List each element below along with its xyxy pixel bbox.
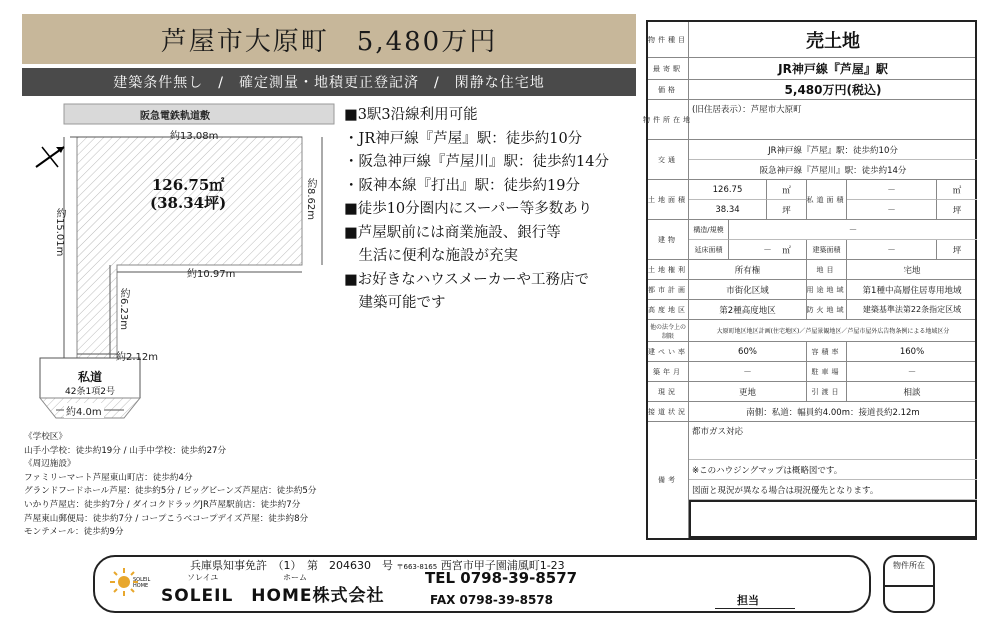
note-line: グランドフードホール芦屋：徒歩約5分 / ビッグビーンズ芦屋店：徒歩約5分 bbox=[24, 486, 317, 497]
unit-tsubo-2: 坪 bbox=[952, 206, 962, 216]
value-city: 市街化区域 bbox=[689, 280, 807, 299]
logo-small-text: SOLEIL HOME bbox=[133, 577, 151, 589]
dim-mid: 約10.97m bbox=[187, 269, 236, 280]
remark-blank bbox=[689, 500, 977, 538]
property-location-title: 芦屋市大原町 bbox=[160, 26, 329, 57]
fax: FAX 0798-39-8578 bbox=[430, 593, 553, 607]
value-deliver: 相談 bbox=[903, 387, 921, 398]
zip: 〒663-8165 bbox=[396, 563, 438, 571]
value-status: 更地 bbox=[689, 382, 807, 401]
label-status: 現況 bbox=[648, 382, 689, 401]
railway-label: 阪急電鉄軌道敷 bbox=[140, 111, 210, 122]
value-traffic-2: 阪急神戸線『芦屋川』駅：徒歩約14分 bbox=[759, 166, 907, 176]
value-built: － bbox=[689, 362, 807, 381]
value-parking: － bbox=[907, 367, 917, 378]
remark-1: 都市ガス対応 bbox=[689, 422, 977, 460]
label-zone: 用途地域 bbox=[807, 280, 847, 299]
note-line: モンテメール：徒歩約9分 bbox=[24, 527, 124, 538]
feature-list bbox=[344, 104, 644, 316]
row-price bbox=[648, 80, 975, 100]
spec-table bbox=[643, 20, 977, 540]
row-city bbox=[648, 280, 975, 300]
label-deliver: 引渡日 bbox=[807, 382, 847, 401]
unit-tsubo: 坪 bbox=[767, 200, 807, 220]
label-location: 物件所在地 bbox=[648, 100, 689, 139]
value-land-sqm: 126.75 bbox=[689, 180, 767, 200]
dim-gap: 約2.12m bbox=[116, 352, 159, 363]
label-bldg-area: 建築面積 bbox=[807, 240, 847, 260]
row-bcr bbox=[648, 342, 975, 362]
value-private-tsubo: － bbox=[847, 200, 937, 220]
remark-3: 図面と現況が異なる場合は現況優先となります。 bbox=[689, 480, 977, 500]
row-built bbox=[648, 362, 975, 382]
label-right: 土地権利 bbox=[648, 260, 689, 279]
label-fire: 防火地域 bbox=[807, 300, 847, 319]
kana-home: ホーム bbox=[283, 573, 307, 582]
road-title: 私道 bbox=[77, 370, 102, 384]
label-remarks: 備考 bbox=[648, 422, 689, 538]
row-type bbox=[648, 22, 975, 58]
feature-line: 生活に便利な施設が充実 bbox=[344, 248, 518, 264]
row-traffic bbox=[648, 140, 975, 180]
compass-icon bbox=[36, 147, 64, 167]
location-box-divider bbox=[885, 585, 933, 587]
license: 兵庫県知事免許 （1） 第 204630 号 bbox=[190, 559, 393, 572]
label-height: 高度地区 bbox=[648, 300, 689, 319]
row-land bbox=[648, 180, 975, 220]
value-price: 5,480万円(税込) bbox=[784, 83, 882, 97]
note-line: ファミリーマート芦屋東山町店：徒歩約4分 bbox=[24, 472, 193, 483]
label-building: 建物 bbox=[648, 220, 689, 259]
value-bldg-area: － bbox=[847, 240, 937, 260]
road-subtitle: 42条1項2号 bbox=[65, 387, 115, 397]
note-line: 芦屋東山郵便局：徒歩約7分 / コープこうべコープデイズ芦屋：徒歩約8分 bbox=[24, 513, 309, 524]
row-right bbox=[648, 260, 975, 280]
label-price: 価格 bbox=[648, 80, 689, 99]
road-width: 約4.0m bbox=[64, 403, 104, 418]
nearby-notes bbox=[24, 431, 344, 540]
label-type: 物件種目 bbox=[648, 22, 689, 57]
value-floor: － bbox=[729, 240, 807, 260]
row-location bbox=[643, 100, 975, 140]
lot-shape bbox=[70, 137, 302, 358]
row-height bbox=[648, 300, 975, 320]
company-footer bbox=[93, 555, 871, 613]
company-name: SOLEIL HOME株式会社 bbox=[161, 586, 385, 606]
row-remarks bbox=[648, 422, 975, 538]
label-private: 私道面積 bbox=[807, 180, 847, 219]
location-box bbox=[883, 555, 935, 613]
tanto: 担当 bbox=[715, 592, 795, 609]
label-far: 容積率 bbox=[807, 342, 847, 361]
unit-tsubo-3: 坪 bbox=[952, 246, 962, 256]
label-access: 接道状況 bbox=[648, 402, 689, 421]
unit-sqm-3: ㎡ bbox=[767, 240, 807, 260]
note-line: 《周辺施設》 bbox=[24, 459, 76, 470]
feature-line: ■お好きなハウスメーカーや工務店で bbox=[344, 271, 589, 288]
kana-soleil: ソレイユ bbox=[187, 573, 219, 582]
feature-line: ・阪神本線『打出』駅：徒歩約19分 bbox=[344, 177, 580, 194]
value-far: 160% bbox=[899, 346, 925, 357]
label-structure: 構造/規模 bbox=[689, 220, 729, 240]
row-access bbox=[648, 402, 975, 422]
row-building bbox=[648, 220, 975, 260]
value-chimoku: 宅地 bbox=[903, 265, 921, 276]
location-box-label: 物件所在 bbox=[893, 561, 925, 570]
feature-band: 建築条件無し / 確定測量・地積更正登記済 / 閑静な住宅地 bbox=[22, 68, 636, 96]
remark-2: ※このハウジングマップは概略図です。 bbox=[689, 460, 977, 480]
value-zone: 第1種中高層住居専用地域 bbox=[862, 285, 962, 296]
row-station bbox=[648, 58, 975, 80]
area-tsubo: (38.34坪) bbox=[150, 194, 227, 212]
label-land: 土地面積 bbox=[648, 180, 689, 219]
property-price-title: 5,480万円 bbox=[356, 26, 498, 57]
label-other: 他の法令上の制限 bbox=[648, 320, 689, 341]
feature-line: ■芦屋駅前には商業施設、銀行等 bbox=[344, 224, 561, 241]
label-city: 都市計画 bbox=[648, 280, 689, 299]
value-fire: 建築基準法第22条指定区域 bbox=[862, 305, 962, 314]
value-location: (旧住居表示）：芦屋市大原町 bbox=[692, 105, 802, 115]
label-bcr: 建ぺい率 bbox=[648, 342, 689, 361]
value-bcr: 60% bbox=[689, 342, 807, 361]
value-access: 南側：私道：幅員約4.00m：接道長約2.12m bbox=[746, 407, 920, 418]
feature-line: ・阪急神戸線『芦屋川』駅：徒歩約14分 bbox=[344, 154, 609, 170]
label-station: 最寄駅 bbox=[648, 58, 689, 79]
feature-line: ・JR神戸線『芦屋』駅：徒歩約10分 bbox=[344, 130, 583, 147]
value-type: 売土地 bbox=[806, 30, 860, 52]
row-other bbox=[648, 320, 975, 342]
value-traffic-1: JR神戸線『芦屋』駅：徒歩約10分 bbox=[689, 140, 977, 160]
value-structure: － bbox=[729, 220, 977, 240]
value-right: 所有権 bbox=[689, 260, 807, 279]
dim-right: 約8.62m bbox=[305, 178, 316, 221]
value-station: JR神戸線『芦屋』駅 bbox=[778, 62, 888, 76]
label-built: 築年月 bbox=[648, 362, 689, 381]
plot-diagram bbox=[22, 100, 342, 430]
tel: TEL 0798-39-8577 bbox=[425, 569, 578, 587]
feature-line: 建築可能です bbox=[344, 295, 446, 311]
dim-left: 約15.01m bbox=[54, 208, 65, 257]
dim-lower: 約6.23m bbox=[118, 288, 129, 331]
row-status bbox=[648, 382, 975, 402]
unit-sqm-2: ㎡ bbox=[937, 180, 977, 200]
value-other: 大原町地区地区計画(住宅地区)／芦屋景観地区／芦屋市屋外広告物条例による地域区分 bbox=[716, 328, 950, 335]
label-floor: 延床面積 bbox=[689, 240, 729, 260]
value-private-sqm: － bbox=[847, 180, 937, 200]
property-title-banner bbox=[22, 14, 636, 64]
unit-sqm: ㎡ bbox=[767, 180, 807, 200]
area-label bbox=[150, 176, 226, 212]
address: 西宮市甲子園浦風町1-23 bbox=[440, 559, 565, 572]
note-line: 山手小学校：徒歩約19分 / 山手中学校：徒歩約27分 bbox=[24, 445, 227, 456]
label-traffic: 交通 bbox=[648, 140, 689, 179]
area-sqm: 126.75㎡ bbox=[151, 176, 225, 194]
feature-line: ■徒歩10分圏内にスーパー等多数あり bbox=[344, 201, 593, 217]
note-line: 《学校区》 bbox=[24, 432, 67, 442]
label-chimoku: 地目 bbox=[807, 260, 847, 279]
value-land-tsubo: 38.34 bbox=[689, 200, 767, 220]
dim-top: 約13.08m bbox=[170, 131, 219, 142]
note-line: いかり芦屋店：徒歩約7分 / ダイコクドラッグJR芦屋駅前店：徒歩約7分 bbox=[24, 499, 301, 510]
label-parking: 駐車場 bbox=[807, 362, 847, 381]
feature-line: ■3駅3沿線利用可能 bbox=[344, 107, 478, 123]
value-height: 第2種高度地区 bbox=[689, 300, 807, 319]
